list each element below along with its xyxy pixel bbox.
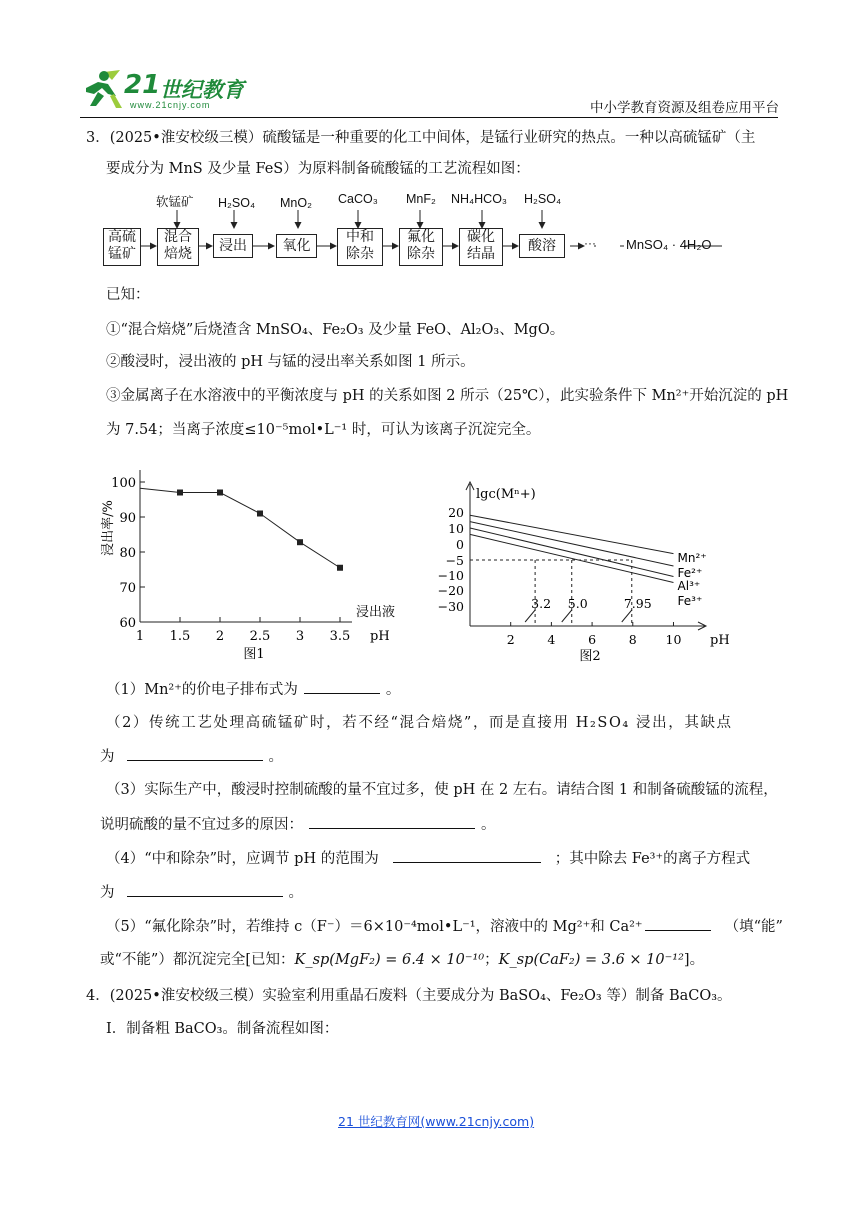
q3-intro-line1: 3．(2025•淮安校级三模）硫酸锰是一种重要的化工中间体，是锰行业研究的热点。一种以高硫锰矿（主 <box>86 130 756 146</box>
sub-q2a: （2）传统工艺处理高硫锰矿时，若不经“混合焙烧”，而是直接用 H₂SO₄ 浸出，其缺点 <box>106 715 733 731</box>
series-line <box>470 522 673 566</box>
sub-q4a <box>106 848 750 869</box>
x-tick-label: 3.5 <box>329 629 351 644</box>
header-rule <box>80 117 778 118</box>
reagent-nh4hco3: NH₄HCO₃ <box>451 192 508 206</box>
sub-q4b-text: 为 <box>100 885 115 901</box>
chart-caption: 图2 <box>579 649 601 664</box>
ksp-caf2: K_sp(CaF₂) = 3.6 × 10⁻¹² <box>498 952 684 968</box>
answer-blank-3[interactable] <box>309 814 475 829</box>
period-3: 。 <box>481 817 496 833</box>
y-tick-label: 90 <box>119 511 136 526</box>
sub-q1-text: （1）Mn²⁺的价电子排布式为 <box>106 682 298 698</box>
platform-text: 中小学教育资源及组卷应用平台 <box>590 100 779 116</box>
period-2: 。 <box>268 749 283 765</box>
y-tick-label: 70 <box>119 581 136 596</box>
y-tick-label: −5 <box>445 553 464 568</box>
sub-q3b-text: 说明硫酸的量不宜过多的原因： <box>100 817 303 833</box>
annotation-label: 3.2 <box>531 596 552 611</box>
flow-box-neutralize: 中和 除杂 <box>337 228 383 266</box>
y-tick-label: 100 <box>111 476 136 491</box>
x-tick-label: 8 <box>628 632 637 647</box>
annotation-pointer <box>562 610 572 622</box>
reagent-mnf2: MnF₂ <box>406 192 436 206</box>
x-tick-label: 2.5 <box>249 629 271 644</box>
sub-q3b <box>100 814 496 835</box>
series-label: Fe³⁺ <box>677 594 703 608</box>
chart-fig2 <box>432 478 732 678</box>
annotation-label: 7.95 <box>623 596 652 611</box>
series-label: Fe²⁺ <box>677 566 703 580</box>
sub-q2b <box>100 746 283 767</box>
flow-box-carbonize: 碳化 结晶 <box>459 228 503 266</box>
leach-rate-line <box>140 488 340 567</box>
y-tick-label: 10 <box>448 521 464 536</box>
answer-blank-5[interactable] <box>127 882 283 897</box>
x-axis-label: pH <box>710 633 730 648</box>
answer-blank-2[interactable] <box>127 746 263 761</box>
y-tick-label: 20 <box>448 505 464 520</box>
sub-q5b <box>100 950 704 970</box>
series-line <box>470 534 673 582</box>
sub-q2b-text: 为 <box>100 749 115 765</box>
y-tick-label: 60 <box>119 616 136 631</box>
sub-q5a <box>106 916 783 937</box>
sub-q1 <box>106 679 400 700</box>
x-axis-label-unit: pH <box>370 629 390 644</box>
known-label: 已知： <box>106 287 150 303</box>
period-1: 。 <box>385 682 401 698</box>
flow-box-oxidize: 氧化 <box>276 234 317 258</box>
reagent-h2so4-2: H₂SO₄ <box>524 192 562 206</box>
y-tick-label: −30 <box>437 599 464 614</box>
flow-box-acid-dissolve: 酸溶 <box>519 234 565 258</box>
annotation-pointer <box>525 610 535 622</box>
data-point <box>217 490 223 496</box>
sub-q5b-end: ]。 <box>683 952 705 968</box>
chart-caption: 图1 <box>243 647 265 662</box>
sub-q4a-text: （4）“中和除杂”时，应调节 pH 的范围为 <box>106 851 379 867</box>
series-line <box>470 528 673 577</box>
y-axis-label: lgc(Mⁿ+) <box>476 487 536 502</box>
footer-link[interactable]: 21 世纪教育网(www.21cnjy.com) <box>338 1114 535 1129</box>
sub-q5b-text: 或“不能”）都沉淀完全[已知： <box>100 952 295 968</box>
sub-q5a-text: （5）“氟化除杂”时，若维持 c（F⁻）＝6×10⁻⁴mol•L⁻¹，溶液中的 Mg²⁺和 Ca²⁺ <box>106 919 643 935</box>
flow-box-ore: 高硫 锰矿 <box>103 228 141 266</box>
sub-q5a-text2: （填“能” <box>724 919 783 935</box>
q4-intro: 4．(2025•淮安校级三模）实验室利用重晶石废料（主要成分为 BaSO₄、Fe₂O₃ 等）制备 BaCO₃。 <box>86 988 732 1004</box>
q4-part1: Ⅰ．制备粗 BaCO₃。制备流程如图： <box>106 1021 339 1037</box>
x-tick-label: 4 <box>547 632 556 647</box>
logo-text: 世纪教育 <box>160 78 244 102</box>
x-tick-label: 1 <box>135 629 145 644</box>
series-line <box>470 515 673 553</box>
logo-url: www.21cnjy.com <box>130 100 211 110</box>
answer-blank-4[interactable] <box>393 848 541 863</box>
known-1: ①“混合焙烧”后烧渣含 MnSO₄、Fe₂O₃ 及少量 FeO、Al₂O₃、MgO。 <box>106 322 565 338</box>
reagent-soft-mn-ore: 软锰矿 <box>156 194 194 209</box>
series-label: Mn²⁺ <box>677 551 707 565</box>
reagent-caco3: CaCO₃ <box>338 192 378 206</box>
sub-q3a: （3）实际生产中，酸浸时控制硫酸的量不宜过多，使 pH 在 2 左右。请结合图 1 和制备硫酸锰的流程， <box>106 782 778 798</box>
y-tick-label: 80 <box>119 546 136 561</box>
x-tick-label: 2 <box>506 632 515 647</box>
flow-box-roast: 混合 焙烧 <box>157 228 199 266</box>
data-point <box>297 539 303 545</box>
x-tick-label: 10 <box>665 632 682 647</box>
ksp-mgf2: K_sp(MgF₂) = 6.4 × 10⁻¹⁰ <box>294 952 485 968</box>
process-flow-diagram <box>100 190 740 268</box>
sub-q4a-text2: ；其中除去 Fe³⁺的离子方程式 <box>554 851 751 867</box>
annotation-label: 5.0 <box>567 596 588 611</box>
answer-blank-6[interactable] <box>645 916 711 931</box>
period-4: 。 <box>288 885 303 901</box>
annotation-pointer <box>622 610 632 622</box>
x-tick-label: 6 <box>588 632 597 647</box>
sub-q4b <box>100 882 303 903</box>
y-tick-label: −20 <box>437 583 464 598</box>
y-tick-label: −10 <box>437 568 464 583</box>
data-point <box>257 511 263 517</box>
x-tick-label: 1.5 <box>169 629 191 644</box>
flow-ellipsis: ··· <box>584 236 596 250</box>
reagent-h2so4-1: H₂SO₄ <box>218 196 256 210</box>
chart-fig1 <box>98 462 396 672</box>
y-tick-label: 0 <box>456 537 464 552</box>
x-axis-label: 浸出液 <box>356 605 396 620</box>
flow-box-fluorinate: 氟化 除杂 <box>399 228 443 266</box>
known-3a: ③金属离子在水溶液中的平衡浓度与 pH 的关系如图 2 所示（25℃），此实验条件下 Mn²⁺开始沉淀的 pH <box>106 388 789 404</box>
data-point <box>337 565 343 571</box>
x-tick-label: 3 <box>295 629 305 644</box>
answer-blank-1[interactable] <box>304 679 380 694</box>
logo <box>80 66 250 112</box>
x-tick-label: 2 <box>215 629 225 644</box>
y-axis-label: 浸出率/% <box>101 500 116 556</box>
known-2: ②酸浸时，浸出液的 pH 与锰的浸出率关系如图 1 所示。 <box>106 354 475 370</box>
flow-product: MnSO₄ · 4H₂O <box>626 237 712 252</box>
data-point <box>177 490 183 496</box>
reagent-mno2: MnO₂ <box>280 196 312 210</box>
flow-box-leach: 浸出 <box>213 234 253 258</box>
series-label: Al³⁺ <box>677 579 701 593</box>
q3-intro-line2: 要成分为 MnS 及少量 FeS）为原料制备硫酸锰的工艺流程如图： <box>106 161 530 177</box>
known-3b: 为 7.54；当离子浓度≤10⁻⁵mol•L⁻¹ 时，可认为该离子沉淀完全。 <box>106 422 541 438</box>
sub-q5b-sep: ； <box>484 952 499 968</box>
logo-number: 21 <box>124 70 161 100</box>
